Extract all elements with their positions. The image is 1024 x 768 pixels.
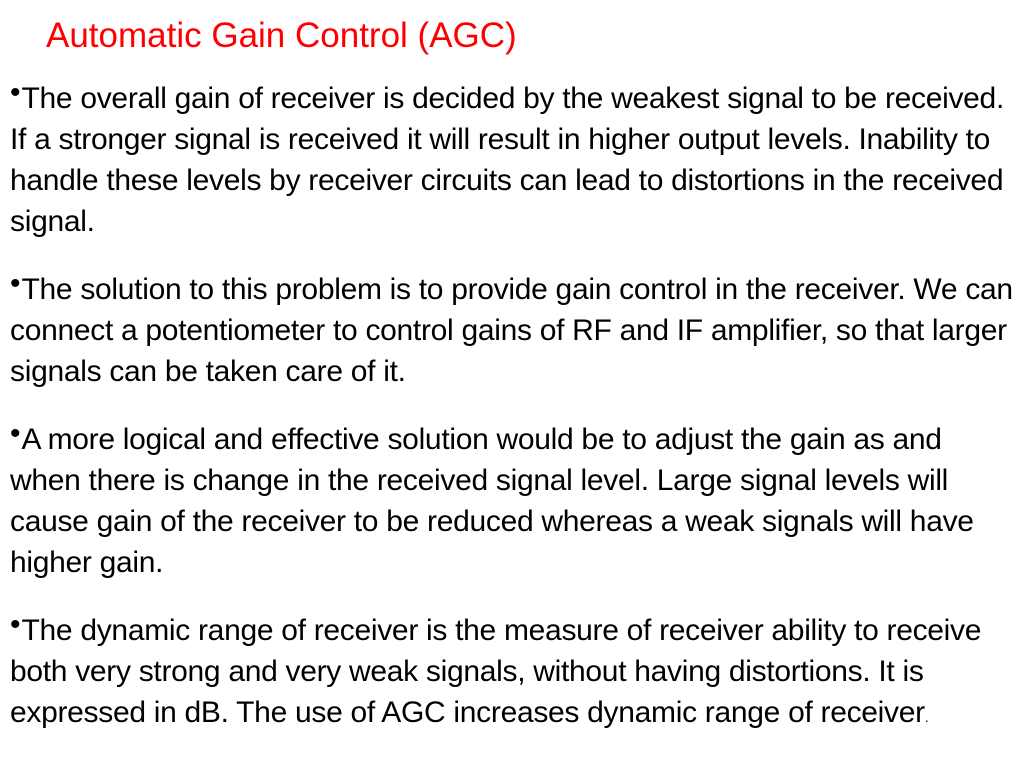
bullet-item [10,413,1014,583]
bullet-item [10,263,1014,392]
trailing-period: . [924,709,929,725]
bullet-list [10,72,1014,759]
bullet-icon: • [10,608,21,641]
slide-title: Automatic Gain Control (AGC) [46,16,517,55]
bullet-item [10,72,1014,242]
bullet-icon: • [10,76,21,109]
bullet-item [10,604,1014,738]
bullet-text: The dynamic range of receiver is the measure of receiver ability to receive both very strong and very weak signals, without having distortions. It is expressed in dB. The use of AGC increases dynamic range of receiver [10,614,982,729]
bullet-text: The solution to this problem is to provide gain control in the receiver. We can connect a potentiometer to control gains of RF and IF amplifier, so that larger signals can be taken care of it. [10,273,1013,388]
bullet-text: The overall gain of receiver is decided by the weakest signal to be received. If a stronger signal is received it will result in higher output levels. Inability to handle these levels by receiver circuits can lead to distortions in the received signal. [10,82,1004,238]
bullet-icon: • [10,267,21,300]
bullet-icon: • [10,417,21,450]
bullet-text: A more logical and effective solution would be to adjust the gain as and when there is change in the received signal level. Large signal levels will cause gain of the receiver to be reduced whereas a weak signals will have higher gain. [10,423,974,579]
